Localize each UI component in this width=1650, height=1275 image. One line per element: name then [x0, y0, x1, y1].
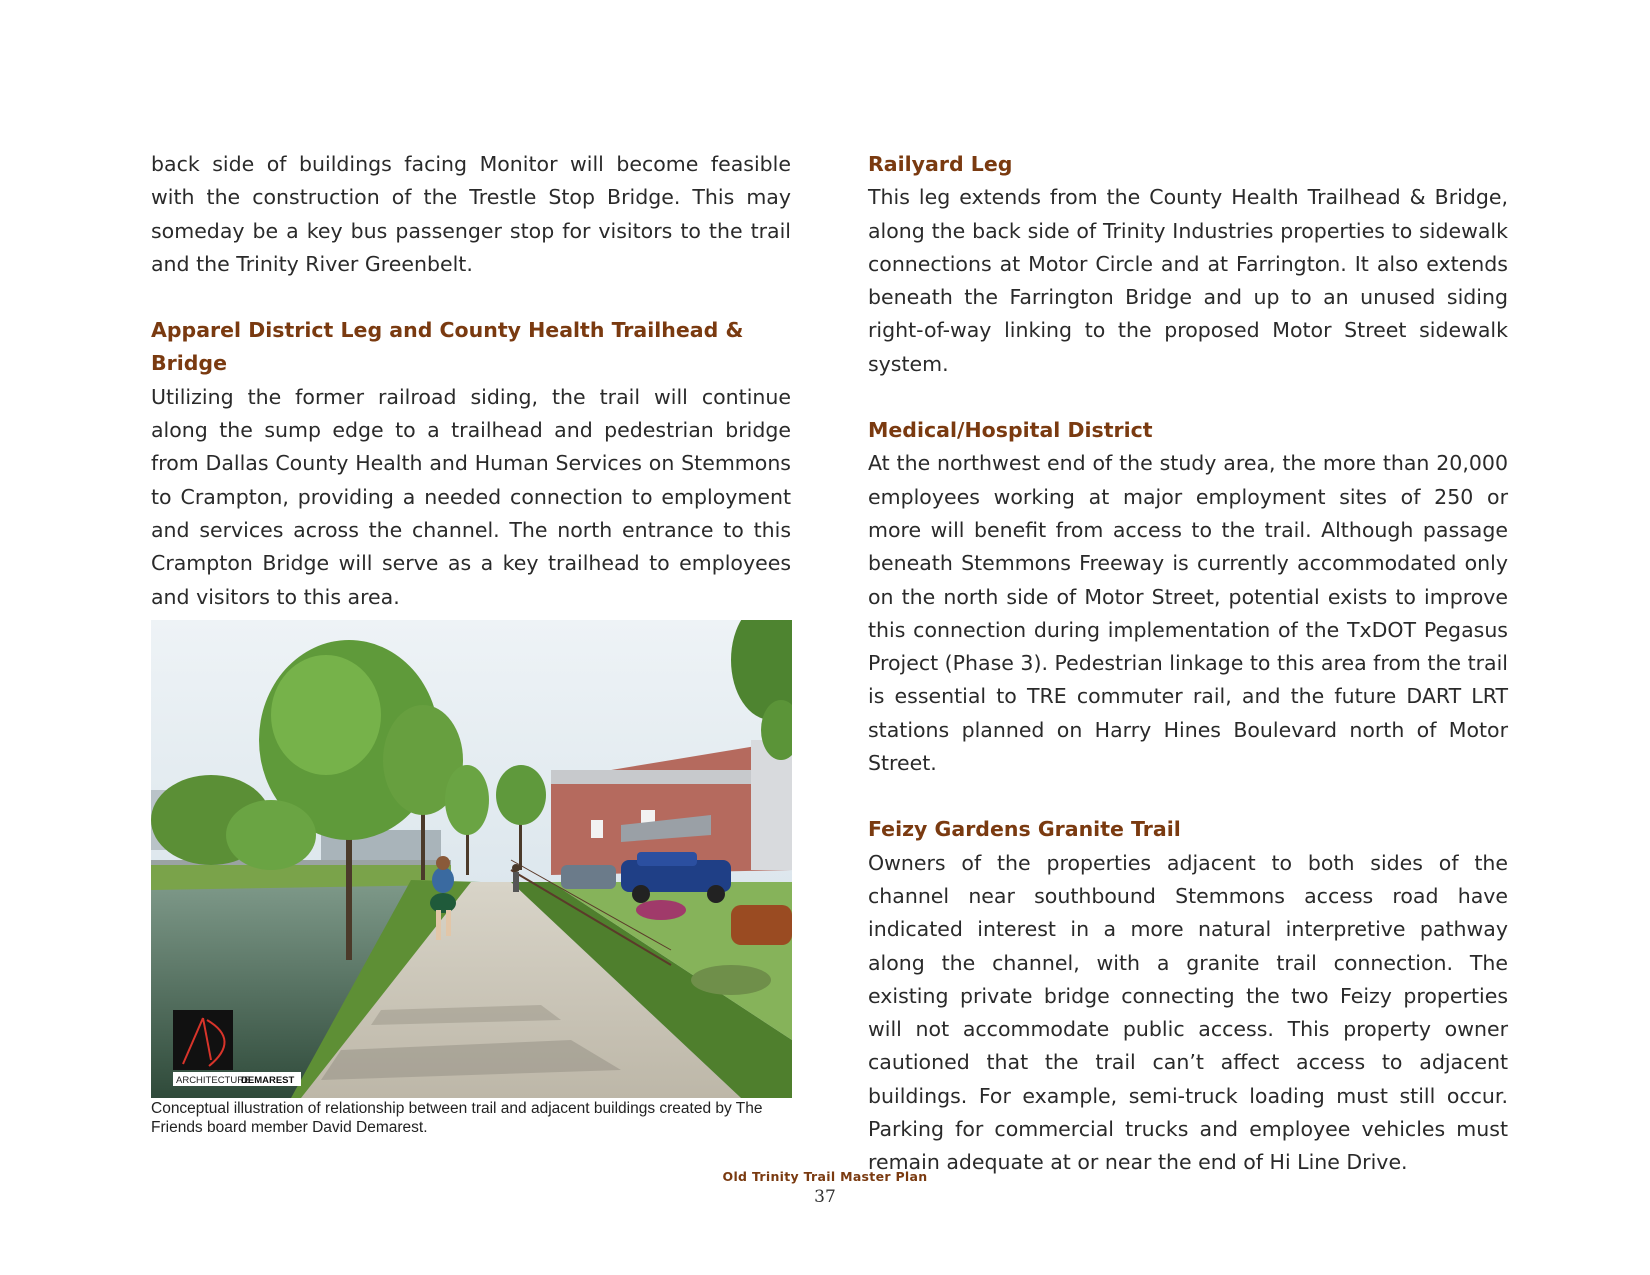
section-heading-feizy-gardens: Feizy Gardens Granite Trail — [868, 817, 1181, 842]
section-heading-railyard-leg: Railyard Leg — [868, 152, 1013, 176]
section-body-railyard-leg: This leg extends from the County Health Trailhead & Bridge, along the back side of Trinity Industries properties to sidewalk connections at Motor Circle and at Farrington. It also extends beneath the Farrington Bridge and up to an unused siding right-of-way linking to the proposed Motor Street sidewalk system. — [868, 185, 1508, 376]
section-heading-medical-hospital: Medical/Hospital District — [868, 418, 1153, 443]
left-column — [151, 148, 791, 614]
intro-paragraph: back side of buildings facing Monitor will become feasible with the construction of the Trestle Stop Bridge. This may someday be a key bus passenger stop for visitors to the trail and the Trinity River Greenbelt. — [151, 152, 791, 276]
section-body-medical-hospital: At the northwest end of the study area, the more than 20,000 employees working at major employment sites of 250 or more will benefit from access to the trail. Although passage beneath Stemmons Freeway is currently accommodated only on the north side of Motor Street, potential exists to improve this connection during implementation of the TxDOT Pegasus Project (Phase 3). Pedestrian linkage to this area from the trail is essential to TRE commuter rail, and the future DART LRT stations planned on Harry Hines Boulevard north of Motor Street. — [868, 451, 1508, 776]
right-column — [868, 148, 1508, 1180]
section-body-feizy-gardens: Owners of the properties adjacent to both sides of the channel near southbound Stemmons access road have indicated interest in a more natural interpretive pathway along the channel, with a granite trail connection. The existing private bridge connecting the two Feizy properties will not accommodate public access. This property owner cautioned that the trail can’t affect access to adjacent buildings. For example, semi-truck loading must still occur. Parking for commercial trucks and employee vehicles must remain adequate at or near the end of Hi Line Drive. — [868, 850, 1508, 1175]
figure-caption: Conceptual illustration of relationship between trail and adjacent buildings created by The Friends board member David Demarest. — [151, 1100, 763, 1136]
section-body-apparel-district: Utilizing the former railroad siding, the trail will continue along the sump edge to a trailhead and pedestrian bridge from Dallas County Health and Human Services on Stemmons to Crampton, providing a needed connection to employment and services across the channel. The north entrance to this Crampton Bridge will serve as a key trailhead to employees and visitors to this area. — [151, 384, 791, 609]
svg-text:ARCHITECTURE: ARCHITECTURE — [176, 1075, 251, 1086]
svg-text:DEMAREST: DEMAREST — [241, 1075, 295, 1086]
conceptual-illustration — [151, 620, 792, 1098]
section-heading-apparel-district: Apparel District Leg and County Health Trailhead & Bridge — [151, 318, 744, 376]
footer-document-title: Old Trinity Trail Master Plan — [722, 1169, 928, 1184]
page-number: 37 — [814, 1187, 836, 1207]
